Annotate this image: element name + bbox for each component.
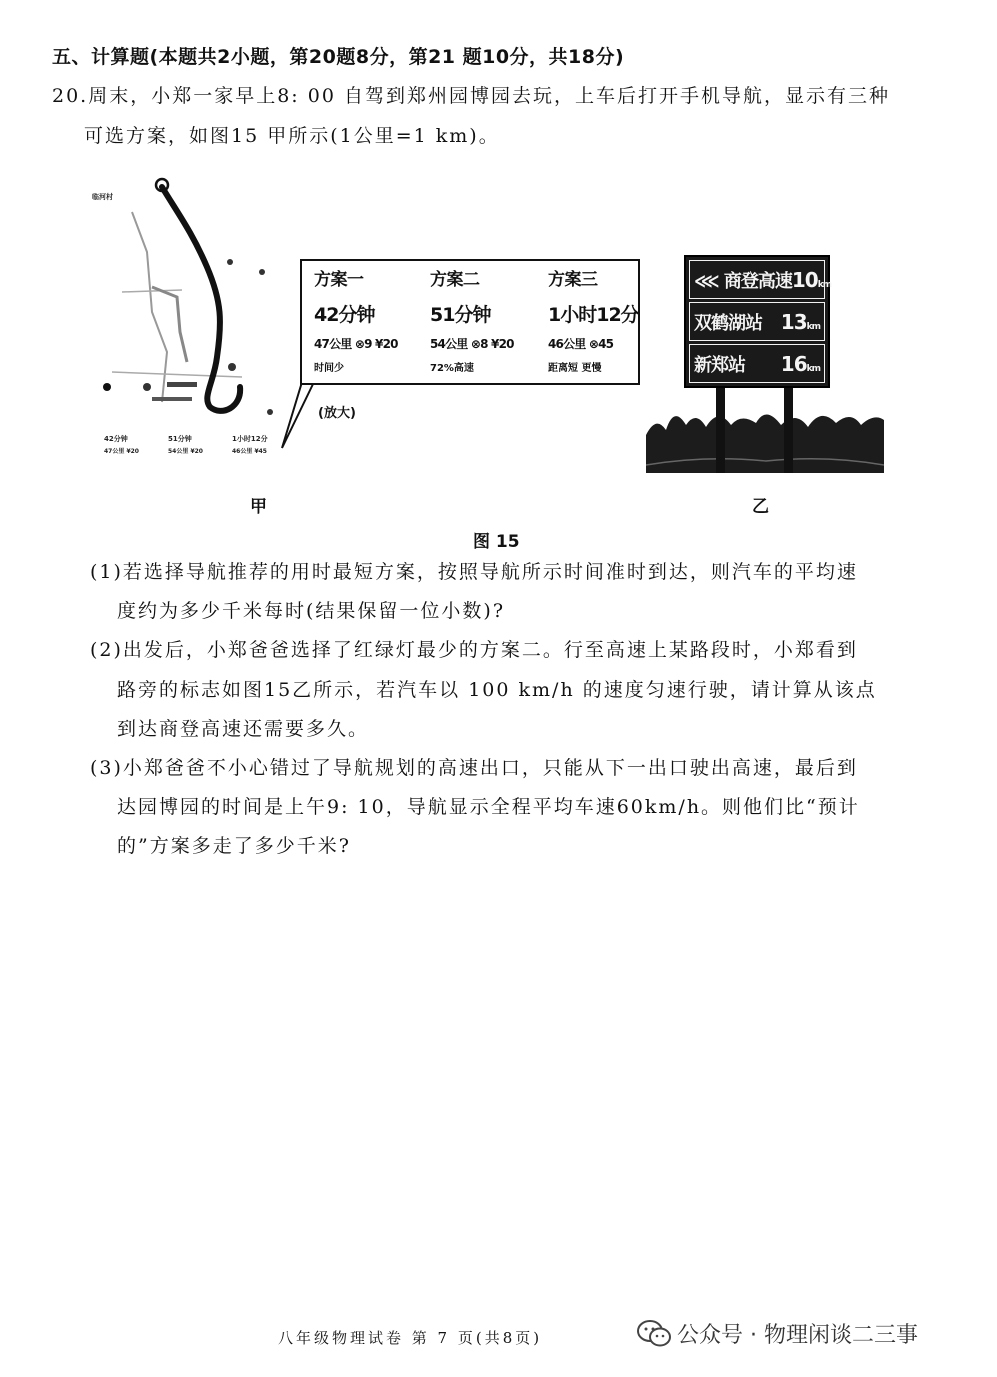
callout-pointer	[278, 380, 318, 452]
road-sign-photo	[646, 255, 884, 473]
question-line-1: 20.周末，小郑一家早上8: 00 自驾到郑州园博园去玩，上车后打开手机导航，显示有三种	[52, 85, 890, 107]
sign-distance-2: 13	[780, 309, 807, 334]
plan-3	[548, 265, 640, 374]
map-plan-1-info: 47公里 ¥20	[104, 448, 139, 455]
zoom-note: (放大)	[318, 406, 356, 421]
map-plan-3-time: 1小时12分	[232, 435, 268, 443]
map-plan-3-info: 46公里 ¥45	[232, 448, 267, 455]
question-line-2: 可选方案，如图15 甲所示(1公里=1 km)。	[84, 125, 500, 147]
watermark	[637, 1318, 918, 1349]
sign-post-right	[784, 388, 793, 473]
plan-3-name: 方案三	[548, 270, 598, 290]
sign-post-left	[716, 388, 725, 473]
sign-distance-1: 10	[791, 267, 818, 292]
plan-1-time: 42分钟	[314, 304, 375, 326]
sign-distance-3: 16	[780, 351, 807, 376]
sign-unit-2: km	[806, 321, 820, 332]
q3-line-1: (3)小郑爸爸不小心错过了导航规划的高速出口，只能从下一出口驶出高速，最后到	[90, 757, 858, 779]
q3-line-3: 的”方案多走了多少千米?	[117, 835, 351, 857]
figure-caption: 图 15	[473, 532, 520, 552]
plan-3-time: 1小时12分	[548, 304, 639, 326]
figure-label-jia: 甲	[250, 497, 267, 517]
plan-2-name: 方案二	[430, 270, 480, 290]
plan-1-note: 时间少	[314, 363, 344, 374]
watermark-text: 公众号 · 物理闲谈二三事	[677, 1323, 918, 1348]
sign-unit-3: km	[806, 363, 820, 374]
sign-unit-1: km	[817, 279, 832, 290]
plan-1-distance: 47公里 ⊗9 ¥20	[314, 337, 398, 351]
q2-line-1: (2)出发后，小郑爸爸选择了红绿灯最少的方案二。行至高速上某路段时，小郑看到	[90, 639, 858, 661]
q2-line-3: 到达商登高速还需要多久。	[117, 718, 370, 740]
plan-1	[314, 265, 424, 374]
plan-3-distance: 46公里 ⊗45	[548, 337, 614, 351]
page-footer: 八年级物理试卷 第 7 页(共8页)	[278, 1329, 543, 1347]
map-plan-1-time: 42分钟	[104, 435, 128, 443]
q3-line-2: 达园博园的时间是上午9: 10，导航显示全程平均车速60km/h。则他们比“预计	[117, 796, 860, 818]
sign-row-2	[689, 302, 825, 341]
wechat-icon	[637, 1320, 671, 1348]
sign-dest-1: ⋘ 商登高速	[694, 270, 792, 292]
map-place-label: 临河村	[92, 193, 113, 201]
route-map-graphic	[92, 172, 287, 472]
sign-row-1	[689, 260, 832, 299]
q1-line-2: 度约为多少千米每时(结果保留一位小数)?	[117, 600, 506, 622]
navigation-map	[92, 172, 287, 472]
q1-line-1: (1)若选择导航推荐的用时最短方案，按照导航所示时间准时到达，则汽车的平均速	[90, 561, 858, 583]
sign-row-3	[689, 344, 825, 383]
plan-1-name: 方案一	[314, 270, 364, 290]
q2-line-2: 路旁的标志如图15乙所示，若汽车以 100 km/h 的速度匀速行驶，请计算从该点	[117, 679, 877, 701]
sign-dest-2: 双鹤湖站	[694, 312, 762, 334]
sign-board	[684, 255, 830, 388]
plan-3-note: 距离短 更慢	[548, 363, 602, 374]
map-plan-2-info: 54公里 ¥20	[168, 448, 203, 455]
section-title: 五、计算题(本题共2小题，第20题8分，第21 题10分，共18分)	[52, 46, 625, 68]
figure-label-yi: 乙	[752, 497, 769, 517]
plan-2-note: 72%高速	[430, 363, 474, 374]
sign-dest-3: 新郑站	[694, 354, 745, 376]
map-plan-2-time: 51分钟	[168, 435, 192, 443]
plan-2-time: 51分钟	[430, 304, 491, 326]
plan-panel	[300, 259, 640, 385]
plan-2	[430, 265, 540, 374]
roadside-bushes	[646, 395, 884, 473]
plan-2-distance: 54公里 ⊗8 ¥20	[430, 337, 514, 351]
